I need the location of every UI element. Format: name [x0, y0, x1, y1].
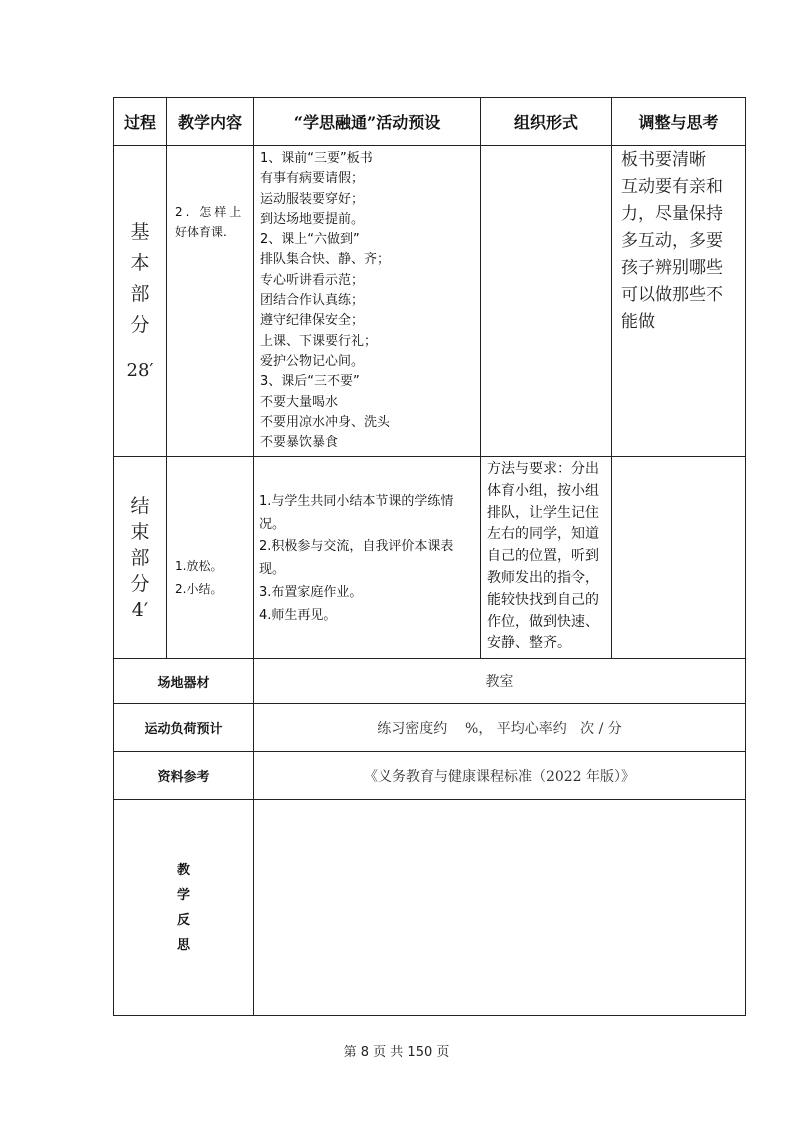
basic-stage-char: 分	[130, 313, 150, 336]
basic-adjust-line: 力，尽量保持	[621, 204, 723, 224]
reference-row	[114, 752, 746, 800]
load-label: 运动负荷预计	[114, 704, 254, 752]
load-value: 练习密度约 %， 平均心率约 次 / 分	[254, 704, 746, 752]
ending-organization-line: 作位，做到快速、	[487, 613, 599, 630]
basic-organization-cell	[481, 146, 612, 457]
basic-adjust-line: 孩子辨别哪些	[621, 258, 723, 278]
ending-stage-char: 束	[130, 520, 150, 543]
reflection-value	[254, 800, 746, 1016]
reflection-char: 教	[176, 862, 190, 878]
basic-stage-cell	[114, 146, 167, 457]
ending-activity-line: 2.积极参与交流，自我评价本课表	[259, 539, 454, 555]
ending-activity-line: 况。	[259, 516, 286, 532]
page-footer: 第 8 页 共 150 页	[343, 1045, 450, 1060]
reflection-char: 学	[176, 887, 190, 903]
basic-activity-line: 排队集合快、静、齐；	[260, 252, 391, 268]
basic-adjust-line: 可以做那些不	[621, 285, 723, 305]
ending-organization-line: 排队，让学生记住	[487, 504, 599, 521]
lesson-plan-table	[113, 97, 746, 1016]
header-activity: “学思融通”活动预设	[254, 98, 481, 146]
basic-activity-line: 不要用凉水冲身、洗头	[260, 414, 391, 430]
basic-activity-line: 3、课后“三不要”	[260, 374, 360, 390]
basic-activity-line: 爱护公物记心间。	[260, 353, 365, 369]
header-process: 过程	[114, 98, 167, 146]
basic-minutes: 28′	[126, 359, 154, 381]
venue-value: 教室	[254, 659, 746, 704]
basic-adjust-cell	[612, 146, 746, 457]
basic-part-row	[114, 146, 746, 457]
ending-stage-char: 分	[130, 572, 150, 595]
basic-stage-char: 部	[130, 282, 150, 305]
ending-organization-line: 自己的位置，听到	[487, 548, 599, 565]
basic-stage-char: 本	[130, 251, 150, 274]
basic-content-line: 好体育课.	[175, 225, 227, 239]
header-adjust: 调整与思考	[612, 98, 746, 146]
basic-activity-line: 2、课上“六做到”	[260, 232, 360, 248]
ending-activity-cell	[254, 457, 481, 659]
basic-activity-line: 不要大量喝水	[260, 394, 339, 410]
reflection-char: 反	[176, 912, 190, 928]
basic-activity-line: 到达场地要提前。	[260, 211, 365, 227]
header-row	[114, 98, 746, 146]
reference-value: 《义务教育与健康课程标准（2022 年版）》	[254, 752, 746, 800]
basic-adjust-line: 互动要有亲和	[621, 177, 723, 197]
venue-label: 场地器材	[114, 659, 254, 704]
header-organization: 组织形式	[481, 98, 612, 146]
basic-activity-line: 团结合作认真练；	[260, 293, 365, 309]
ending-stage-char: 部	[130, 546, 150, 569]
ending-stage-char: 结	[130, 494, 150, 517]
header-content: 教学内容	[167, 98, 254, 146]
ending-organization-cell	[481, 457, 612, 659]
ending-organization-line: 安静、整齐。	[487, 635, 571, 652]
ending-adjust-cell	[612, 457, 746, 659]
basic-activity-line: 遵守纪律保安全；	[260, 313, 365, 329]
basic-activity-line: 上课、下课要行礼；	[260, 333, 378, 349]
reference-label: 资料参考	[114, 752, 254, 800]
ending-part-row	[114, 457, 746, 659]
ending-content-line: 2.小结。	[175, 582, 223, 596]
basic-stage-char: 基	[130, 220, 150, 243]
basic-activity-line: 1、课前“三要”板书	[260, 151, 373, 166]
basic-activity-cell	[254, 146, 481, 457]
ending-organization-line: 体育小组，按小组	[487, 482, 599, 499]
reflection-label	[114, 800, 254, 1016]
reflection-row	[114, 800, 746, 1016]
basic-activity-line: 不要暴饮暴食	[260, 435, 339, 451]
basic-activity-line: 专心听讲看示范；	[260, 272, 365, 288]
ending-stage-cell	[114, 457, 167, 659]
basic-content-cell	[167, 146, 254, 457]
basic-adjust-line: 板书要清晰	[621, 150, 706, 170]
basic-activity-line: 运动服装要穿好；	[260, 191, 365, 207]
ending-activity-line: 1.与学生共同小结本节课的学练情	[259, 494, 454, 509]
ending-organization-line: 左右的同学，知道	[487, 526, 599, 543]
ending-activity-line: 3.布置家庭作业。	[259, 584, 363, 600]
load-row	[114, 704, 746, 752]
basic-adjust-line: 能做	[621, 312, 655, 332]
ending-organization-line: 教师发出的指令，	[487, 569, 599, 586]
basic-adjust-line: 多互动，多要	[621, 231, 723, 251]
ending-content-line: 1.放松。	[175, 559, 223, 573]
ending-activity-line: 现。	[259, 562, 286, 578]
basic-content-line: 2. 怎样上	[175, 205, 245, 219]
ending-organization-line: 能较快找到自己的	[487, 591, 599, 608]
ending-activity-line: 4.师生再见。	[259, 607, 337, 623]
venue-row	[114, 659, 746, 704]
ending-content-cell	[167, 457, 254, 659]
ending-organization-line: 方法与要求：分出	[487, 461, 599, 477]
reflection-char: 思	[176, 937, 190, 953]
ending-minutes: 4′	[131, 598, 149, 621]
basic-activity-line: 有事有病要请假；	[260, 171, 365, 187]
